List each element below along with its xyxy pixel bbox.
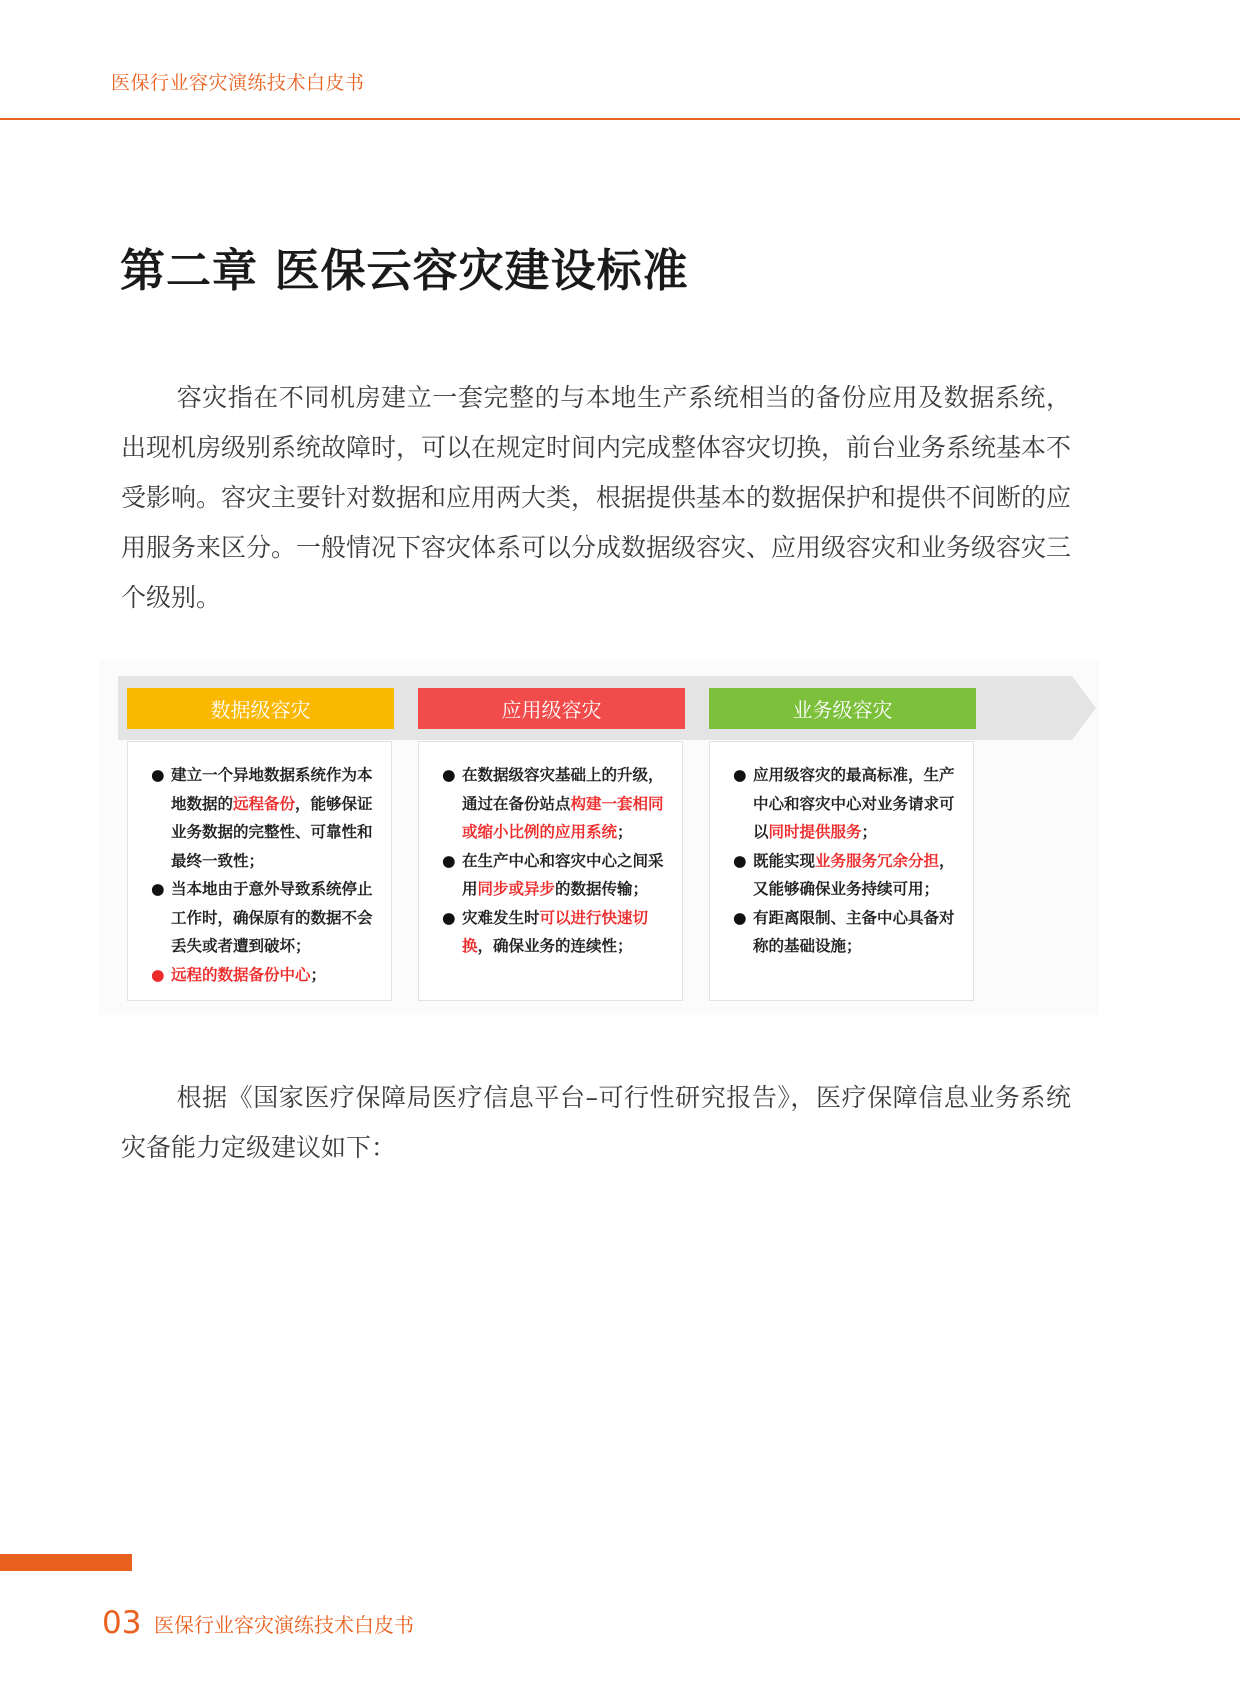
bullet-icon: ● bbox=[151, 766, 165, 784]
diagram-arrow-head bbox=[1072, 676, 1096, 740]
footer-accent-bar bbox=[0, 1554, 132, 1571]
rating-intro-paragraph-text: 根据《国家医疗保障局医疗信息平台–可行性研究报告》，医疗保障信息业务系统灾备能力定级建议如下： bbox=[121, 1083, 1071, 1162]
list-text: ； bbox=[617, 823, 633, 841]
list-text: 灾难发生时 bbox=[462, 908, 540, 927]
list-text: 建立一个异地数据系统作为本地数据的 bbox=[171, 766, 373, 813]
header-title: 医保行业容灾演练技术白皮书 bbox=[111, 72, 365, 94]
list-item bbox=[730, 904, 967, 961]
column-heading-data-level: 数据级容灾 bbox=[127, 688, 394, 729]
column-heading-application-level: 应用级容灾 bbox=[418, 688, 685, 729]
list-text: 的数据传输； bbox=[555, 880, 649, 898]
rating-intro-paragraph bbox=[121, 1073, 1071, 1173]
list-text: 应用级容灾的最高标准，生产中心和容灾中心对业务请求可以 bbox=[753, 766, 955, 841]
list-item bbox=[148, 761, 385, 875]
list-text: 在数据级容灾基础上的升级，通过在备份站点 bbox=[462, 766, 664, 813]
bullet-icon: ● bbox=[733, 766, 747, 784]
bullet-icon: ● bbox=[151, 880, 165, 898]
chapter-title: 第二章 医保云容灾建设标准 bbox=[120, 244, 689, 297]
highlighted-text: 远程备份 bbox=[233, 794, 296, 813]
highlighted-text: 可以进行快速切换 bbox=[462, 908, 649, 955]
footer-title: 医保行业容灾演练技术白皮书 bbox=[154, 1613, 414, 1637]
bullet-icon: ● bbox=[442, 851, 456, 870]
list-item bbox=[730, 761, 967, 847]
bullet-icon: ● bbox=[733, 908, 747, 927]
column-heading-business-level: 业务级容灾 bbox=[709, 688, 976, 729]
column-box-application-level bbox=[418, 741, 683, 1001]
list-text: ； bbox=[310, 965, 327, 984]
list-item bbox=[439, 761, 676, 847]
column-box-business-level bbox=[709, 741, 974, 1001]
highlighted-text: 远程的数据备份中心 bbox=[171, 965, 311, 984]
highlighted-text: 同时提供服务 bbox=[768, 823, 862, 841]
highlighted-text: 业务服务冗余分担 bbox=[815, 851, 940, 870]
list-item bbox=[439, 904, 676, 961]
bullet-icon: ● bbox=[151, 965, 165, 984]
list-text: 既能实现 bbox=[753, 851, 816, 870]
page-number: 03 bbox=[102, 1605, 142, 1641]
list-text: 当本地由于意外导致系统停止工作时，确保原有的数据不会丢失或者遭到破坏； bbox=[171, 880, 373, 955]
list-text: ，又能够确保业务持续可用； bbox=[753, 851, 955, 898]
bullet-icon: ● bbox=[442, 908, 456, 927]
intro-paragraph bbox=[121, 373, 1071, 623]
list-item bbox=[730, 847, 967, 904]
bullet-icon: ● bbox=[733, 851, 747, 870]
highlighted-text: 构建一套相同或缩小比例的应用系统 bbox=[462, 794, 664, 841]
bullet-icon: ● bbox=[442, 766, 456, 784]
list-text: 在生产中心和容灾中心之间采用 bbox=[462, 851, 664, 898]
header-divider bbox=[0, 118, 1240, 120]
list-text: 有距离限制、主备中心具备对称的基础设施； bbox=[753, 908, 955, 955]
column-box-data-level bbox=[127, 741, 392, 1001]
list-item bbox=[439, 847, 676, 904]
highlighted-text: 同步或异步 bbox=[477, 880, 556, 898]
list-text: ，确保业务的连续性； bbox=[477, 937, 633, 955]
list-text: ，能够保证业务数据的完整性、可靠性和最终一致性； bbox=[171, 794, 373, 870]
intro-paragraph-text: 容灾指在不同机房建立一套完整的与本地生产系统相当的备份应用及数据系统，出现机房级别系统故障时，可以在规定时间内完成整体容灾切换，前台业务系统基本不受影响。容灾主要针对数据和应用两大类，根据提供基本的数据保护和提供不间断的应用服务来区分。一般情况下容灾体系可以分成数据级容灾、应用级容灾和业务级容灾三个级别。 bbox=[121, 383, 1072, 612]
list-text: ； bbox=[861, 823, 878, 841]
list-item bbox=[148, 875, 385, 961]
list-item bbox=[148, 961, 385, 990]
